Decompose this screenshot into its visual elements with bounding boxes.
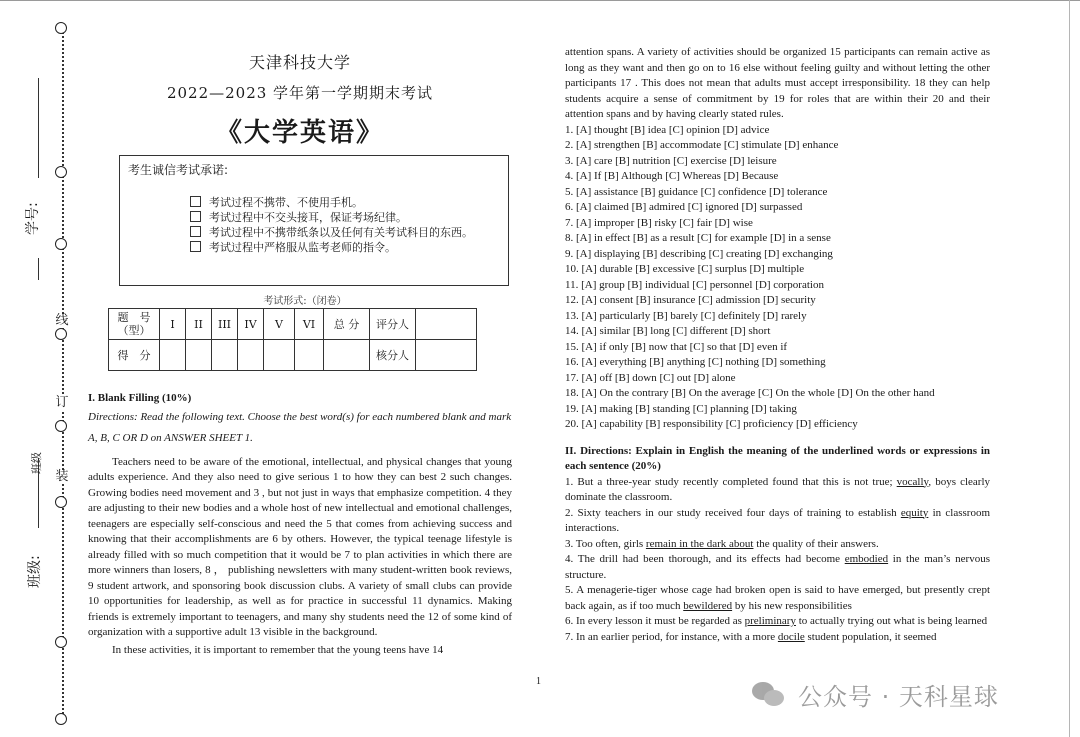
score-cell[interactable] bbox=[264, 340, 295, 371]
section2-question: 4. The drill had been thorough, and its effects had become embodied in the man’s nervous structure. bbox=[565, 553, 990, 581]
checkbox-icon bbox=[190, 241, 201, 252]
passage-continuation: attention spans. A variety of activities should be organized 15 participants can remain active as long as they want and then go on to 16 else without feeling guilty and without letting the other participants 17 . This does not mean that adults must accept irresponsibility. 18 they can help students acquire a sense of commitment by 19 for roles that are within their 20 and their attention spans and by having clearly stated rules. bbox=[565, 46, 990, 120]
section2-question: 6. In every lesson it must be regarded as preliminary to actually trying out what is being learned bbox=[565, 615, 988, 627]
seal-char-xian: 线 bbox=[55, 313, 69, 328]
section2-heading: II. Directions: Explain in English the meaning of the underlined words or expressions in each sentence (20%) bbox=[565, 444, 990, 472]
option-line: 12. [A] consent [B] insurance [C] admission [D] security bbox=[565, 294, 816, 306]
class-small-label: 班级 bbox=[30, 452, 43, 474]
seal-circle bbox=[55, 713, 67, 725]
watermark bbox=[752, 674, 999, 714]
section1-paragraph: In these activities, it is important to remember that the young teens have 14 bbox=[112, 643, 444, 656]
section2-question: 2. Sixty teachers in our study received four days of training to establish equity in classroom interactions. bbox=[565, 506, 990, 534]
university-name: 天津科技大学 bbox=[248, 53, 351, 72]
score-table bbox=[108, 308, 477, 371]
student-id-line-lower bbox=[38, 258, 39, 280]
watermark-text: 公众号 · 天科星球 bbox=[798, 682, 999, 711]
wechat-icon bbox=[752, 680, 786, 708]
section1-directions: Directions: Read the following text. Choose the best word(s) for each numbered blank and mark A, B, C OR D on ANSWER SHEET 1. bbox=[88, 410, 512, 444]
page-right-border bbox=[1069, 0, 1070, 737]
option-line: 1. [A] thought [B] idea [C] opinion [D] advice bbox=[565, 123, 770, 136]
underlined-word: embodied bbox=[844, 553, 889, 565]
checker-cell[interactable] bbox=[416, 340, 477, 371]
score-cell[interactable] bbox=[324, 340, 370, 371]
page-top-border bbox=[0, 0, 1080, 1]
underlined-word: vocally bbox=[896, 475, 929, 488]
exam-form: 考试形式:（闭卷） bbox=[263, 296, 347, 307]
checkbox-icon bbox=[190, 226, 201, 237]
question-number-header: 题 号 （型） bbox=[109, 309, 160, 340]
option-line: 2. [A] strengthen [B] accommodate [C] stimulate [D] enhance bbox=[565, 139, 839, 151]
option-line: 17. [A] off [B] down [C] out [D] alone bbox=[565, 371, 736, 384]
option-line: 7. [A] improper [B] risky [C] fair [D] wise bbox=[565, 216, 753, 229]
column-header: II bbox=[186, 309, 212, 340]
pledge-item bbox=[190, 224, 473, 240]
section1-heading: I. Blank Filling (10%) bbox=[88, 392, 192, 404]
underlined-word: docile bbox=[777, 630, 805, 643]
option-line: 14. [A] similar [B] long [C] different [D] short bbox=[565, 325, 771, 337]
option-line: 19. [A] making [B] standing [C] planning [D] taking bbox=[565, 402, 797, 415]
option-line: 11. [A] group [B] individual [C] personnel [D] corporation bbox=[565, 278, 824, 291]
seal-circle bbox=[55, 420, 67, 432]
option-line: 13. [A] particularly [B] barely [C] definitely [D] rarely bbox=[565, 309, 807, 322]
option-line: 10. [A] durable [B] excessive [C] surplus [D] multiple bbox=[565, 263, 805, 275]
seal-circle bbox=[55, 636, 67, 648]
section2-question: 3. Too often, girls remain in the dark about the quality of their answers. bbox=[565, 537, 879, 550]
pledge-item bbox=[190, 239, 396, 255]
section2-question: 5. A menagerie-tiger whose cage had broken open is said to have emerged, but presently crept back again, as if too much bewildered by his new responsibilities bbox=[565, 584, 990, 612]
score-cell[interactable] bbox=[212, 340, 238, 371]
option-line: 9. [A] displaying [B] describing [C] creating [D] exchanging bbox=[565, 247, 833, 260]
option-line: 6. [A] claimed [B] admired [C] ignored [D] surpassed bbox=[565, 201, 803, 213]
column-header: 总 分 bbox=[324, 309, 370, 340]
pledge-item-text: 考试过程中不交头接耳，保证考场纪律。 bbox=[209, 211, 407, 224]
seal-circle bbox=[55, 166, 67, 178]
column-header: IV bbox=[238, 309, 264, 340]
score-cell[interactable] bbox=[160, 340, 186, 371]
column-header: VI bbox=[295, 309, 324, 340]
page-number: 1 bbox=[536, 676, 541, 687]
option-line: 15. [A] if only [B] now that [C] so that [D] even if bbox=[565, 340, 788, 353]
score-table-row bbox=[109, 309, 477, 340]
integrity-pledge-box bbox=[119, 155, 509, 286]
score-cell[interactable] bbox=[238, 340, 264, 371]
term-title: 2022—2023 学年第一学期期末考试 bbox=[166, 84, 434, 102]
binding-margin bbox=[0, 0, 80, 737]
score-cell[interactable] bbox=[295, 340, 324, 371]
option-line: 8. [A] in effect [B] as a result [C] for example [D] in a sense bbox=[565, 232, 831, 244]
grader-cell[interactable] bbox=[416, 309, 477, 340]
pledge-item-text: 考试过程中严格服从监考老师的指令。 bbox=[209, 241, 396, 254]
seal-circle bbox=[55, 496, 67, 508]
seal-dotted-line bbox=[62, 28, 64, 718]
grader-header: 评分人 bbox=[370, 309, 416, 340]
option-line: 5. [A] assistance [B] guidance [C] confidence [D] tolerance bbox=[565, 185, 828, 198]
section2-question: 1. But a three-year study recently completed found that this is not true; vocally, boys clearly dominate the classroom. bbox=[565, 475, 991, 503]
column-header: I bbox=[160, 309, 186, 340]
option-line: 3. [A] care [B] nutrition [C] exercise [D] leisure bbox=[565, 154, 777, 167]
option-line: 20. [A] capability [B] responsibility [C] proficiency [D] efficiency bbox=[565, 418, 858, 430]
underlined-word: bewildered bbox=[683, 599, 733, 612]
section1-paragraph: Teachers need to be aware of the emotional, intellectual, and physical changes that young adults experience. And they also need to give serious 1 to how they can best 2 such changes. Growing bodies need movement and 3 , but not just in ways that emphasize competition. 4 they are adjusting to their new bodies and a whole host of new intellectual and emotional challenges, teenagers are especially self-conscious and need the 5 that comes from achieving success and knowing that their accomplishments are 6 by others. However, the typical teenage lifestyle is already filled with so much competition that it would be 7 to plan activities in which there are more winners than losers, 8 ， publishing newsletters with many student-written book reviews, 9 student artwork, and sponsoring book discussion clubs. A variety of small clubs can provide 10 opportunities for leadership, as well as for practice in successful 11 dynamics. Making friends is extremely important to teenagers, and many shy students need the 12 of some kind of organization with a supportive adult 13 visible in the background. bbox=[88, 455, 512, 638]
score-row-label: 得 分 bbox=[109, 340, 160, 371]
student-id-line bbox=[38, 78, 39, 178]
pledge-item-text: 考试过程中不携带纸条以及任何有关考试科目的东西。 bbox=[209, 226, 473, 239]
seal-circle bbox=[55, 22, 67, 34]
seal-circle bbox=[55, 328, 67, 340]
seal-char-ding: 订 bbox=[55, 395, 69, 410]
section1-text bbox=[88, 391, 512, 658]
column-header: III bbox=[212, 309, 238, 340]
checkbox-icon bbox=[190, 211, 201, 222]
seal-circle bbox=[55, 238, 67, 250]
course-title: 《大学英语》 bbox=[215, 118, 384, 148]
score-table-row bbox=[109, 340, 477, 371]
score-cell[interactable] bbox=[186, 340, 212, 371]
column-header: V bbox=[264, 309, 295, 340]
checkbox-icon bbox=[190, 196, 201, 207]
underlined-word: equity bbox=[900, 506, 929, 519]
checker-header: 核分人 bbox=[370, 340, 416, 371]
option-line: 16. [A] everything [B] anything [C] nothing [D] something bbox=[565, 356, 826, 368]
option-line: 4. [A] If [B] Although [C] Whereas [D] Because bbox=[565, 170, 779, 182]
underlined-word: remain in the dark about bbox=[645, 537, 754, 550]
seal-char-zhuang: 装 bbox=[55, 469, 69, 484]
pledge-title: 考生诚信考试承诺: bbox=[128, 163, 229, 177]
options-list bbox=[565, 123, 990, 433]
student-id-label: 学号: bbox=[25, 202, 41, 235]
pledge-item bbox=[190, 194, 363, 210]
class-label: 班级: bbox=[27, 555, 43, 588]
option-line: 18. [A] On the contrary [B] On the average [C] On the whole [D] On the other hand bbox=[565, 387, 935, 399]
pledge-item bbox=[190, 209, 407, 225]
section2-question: 7. In an earlier period, for instance, with a more docile student population, it seemed bbox=[565, 630, 937, 643]
pledge-item-text: 考试过程不携带、不使用手机。 bbox=[209, 196, 363, 209]
right-column bbox=[565, 45, 990, 645]
underlined-word: preliminary bbox=[744, 615, 796, 627]
